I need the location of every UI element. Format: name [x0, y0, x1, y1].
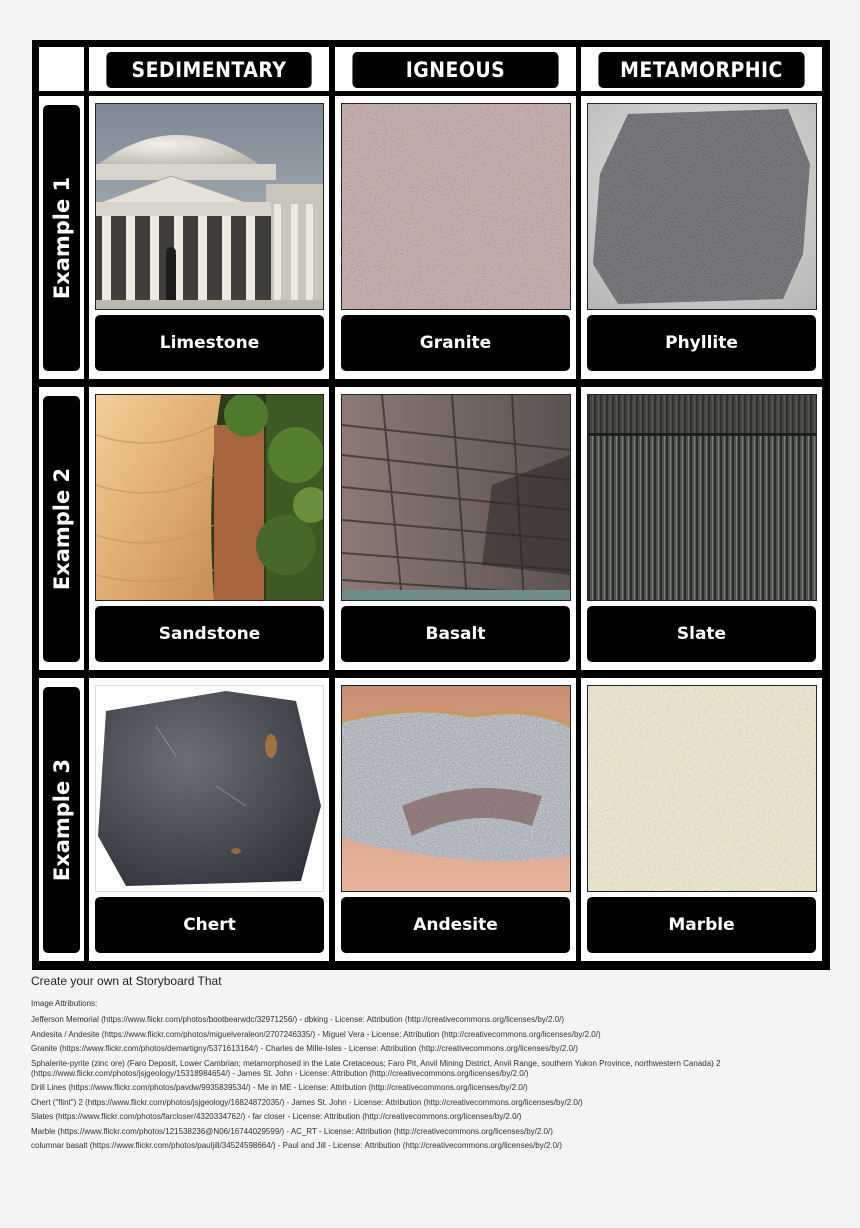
- footer: [31, 973, 841, 1156]
- rock-cell: [581, 678, 822, 961]
- rock-name-phyllite: Phyllite: [587, 315, 816, 371]
- row-label-cell: [39, 678, 84, 961]
- row-label-text: Example 1: [49, 176, 74, 300]
- row-label-text: Example 2: [49, 467, 74, 591]
- rock-cell: [89, 96, 329, 379]
- row-label-cell: [39, 387, 84, 670]
- storyboard-credit-link[interactable]: Create your own at Storyboard That: [31, 974, 222, 988]
- rock-cell: [335, 678, 576, 961]
- rock-name-chert: Chert: [95, 897, 324, 953]
- column-header-sedimentary: SEDIMENTARY: [106, 52, 311, 88]
- chert-image: [95, 685, 324, 892]
- rock-name-granite: Granite: [341, 315, 570, 371]
- rock-cell: [581, 96, 822, 379]
- column-header-cell: [89, 47, 329, 91]
- attribution-line: Slates (https://www.flickr.com/photos/farcloser/4320334762/) - far closer - License: Attribution (http://creativecommons.org/licenses/by/2.0/): [31, 1112, 522, 1121]
- rock-cell: [89, 678, 329, 961]
- andesite-image: [341, 685, 571, 892]
- row-label-example-3: [43, 687, 80, 953]
- corner-cell: [39, 47, 84, 91]
- attribution-line: columnar basalt (https://www.flickr.com/photos/pauljill/34524598664/) - Paul and Jill - License: Attribution (http://creativecommons.org/licenses/by/2.0/): [31, 1141, 562, 1150]
- granite-image: [341, 103, 571, 310]
- phyllite-image: [587, 103, 817, 310]
- marble-image: [587, 685, 817, 892]
- rock-cell: [335, 387, 576, 670]
- attribution-line: Jefferson Memorial (https://www.flickr.com/photos/bootbearwdc/32971256/) - dbking - License: Attribution (http://creativecommons.org/licenses/by/2.0/): [31, 1015, 564, 1024]
- rock-name-marble: Marble: [587, 897, 816, 953]
- slate-image: [587, 394, 817, 601]
- column-header-igneous: IGNEOUS: [352, 52, 558, 88]
- attribution-line: Marble (https://www.flickr.com/photos/121538236@N06/16744029599/) - AC_RT - License: Attribution (http://creativecommons.org/licenses/by/2.0/): [31, 1126, 553, 1136]
- rock-name-sandstone: Sandstone: [95, 606, 324, 662]
- attribution-line: Sphalerite-pyrite (zinc ore) (Faro Deposit, Lower Cambrian; metamorphosed in the Late Cretaceous; Faro Pit, Anvil Mining District, Anvil Range, southern Yukon Province, northwestern Canada) 2 (https://www.flickr.com/photos/jsjgeology/15318984654/) - James St. John - License: Attribution (http://creativecommons.org/licenses/by/2.0/): [31, 1058, 721, 1078]
- attribution-line: Granite (https://www.flickr.com/photos/demartigny/5371613164/) - Charles de Mille-Isles - License: Attribution (http://creativecommons.org/licenses/by/2.0/): [31, 1044, 578, 1053]
- rock-name-andesite: Andesite: [341, 897, 570, 953]
- basalt-image: [341, 394, 571, 601]
- row-label-example-1: [43, 105, 80, 371]
- column-header-metamorphic: METAMORPHIC: [598, 52, 804, 88]
- sandstone-image: [95, 394, 324, 601]
- row-label-example-2: [43, 396, 80, 662]
- row-label-cell: [39, 96, 84, 379]
- rock-cell: [89, 387, 329, 670]
- attribution-line: Chert ("flint") 2 (https://www.flickr.com/photos/jsjgeology/16824872035/) - James St. John - License: Attribution (http://creativecommons.org/licenses/by/2.0/): [31, 1097, 583, 1107]
- attribution-line: Drill Lines (https://www.flickr.com/photos/pavdw/9935839534/) - Me in ME - License: Attribution (http://creativecommons.org/licenses/by/2.0/): [31, 1083, 528, 1092]
- rock-name-slate: Slate: [587, 606, 816, 662]
- attributions-heading: Image Attributions:: [31, 999, 98, 1008]
- column-header-cell: [335, 47, 576, 91]
- rock-name-basalt: Basalt: [341, 606, 570, 662]
- rock-cell: [581, 387, 822, 670]
- rock-cell: [335, 96, 576, 379]
- rock-name-limestone: Limestone: [95, 315, 324, 371]
- column-header-cell: [581, 47, 822, 91]
- row-label-text: Example 3: [49, 758, 74, 882]
- storyboard-grid: [32, 40, 830, 970]
- attribution-line: Andesita / Andesite (https://www.flickr.com/photos/miguelveraleon/2707246335/) - Miguel Vera - License: Attribution (http://creativecommons.org/licenses/by/2.0/): [31, 1029, 601, 1039]
- limestone-image: [95, 103, 324, 310]
